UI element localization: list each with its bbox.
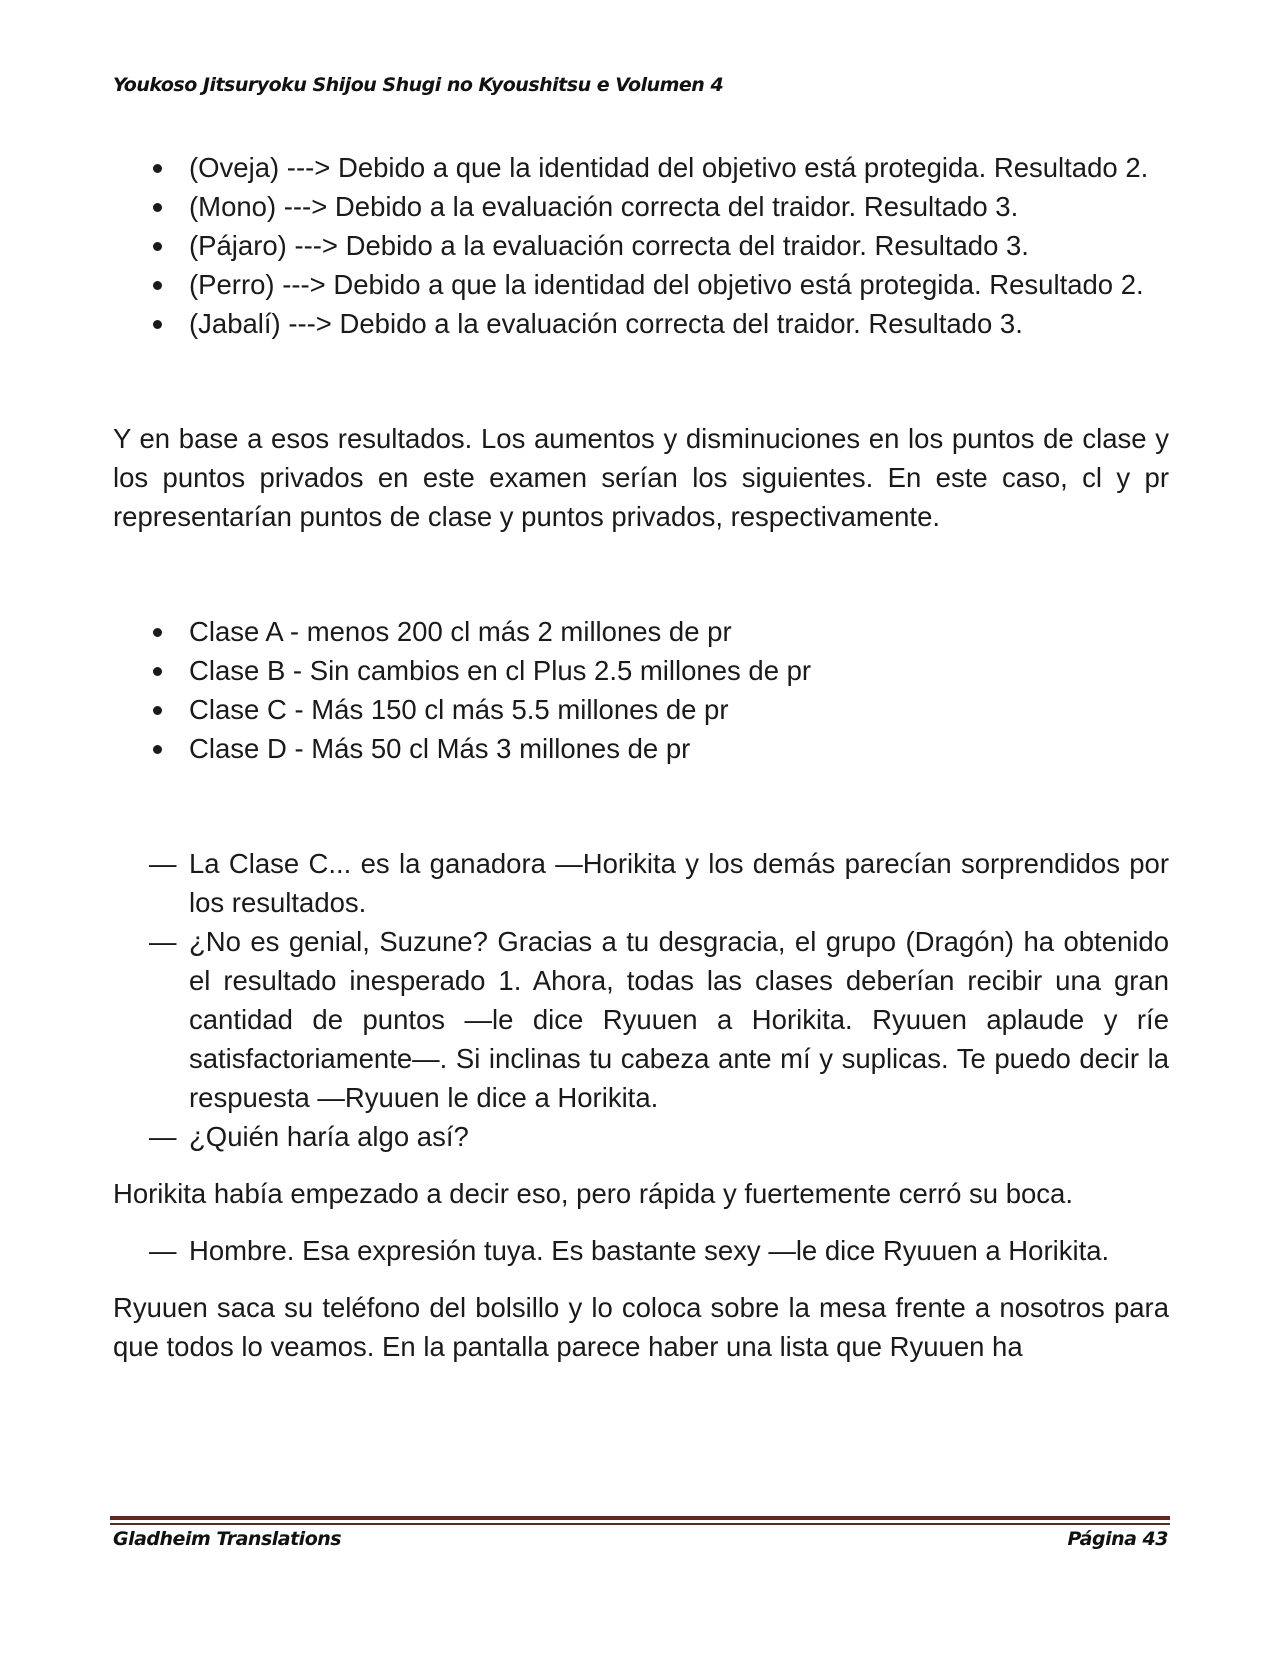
dialog-dash: — <box>149 1121 177 1152</box>
dialog-line <box>113 1231 1169 1270</box>
page-content <box>113 148 1169 1366</box>
paragraph-horikita: Horikita había empezado a decir eso, pero rápida y fuertemente cerró su boca. <box>113 1178 1073 1209</box>
list-item: Clase A - menos 200 cl más 2 millones de pr <box>113 612 1169 651</box>
paragraph-points: Y en base a esos resultados. Los aumentos y disminuciones en los puntos de clase y los puntos privados en este examen serían los siguientes. En este caso, cl y pr representarían puntos de clase y puntos privados, respectivamente. <box>113 423 1169 532</box>
results-list <box>113 148 1169 343</box>
list-item: Clase D - Más 50 cl Más 3 millones de pr <box>113 729 1169 768</box>
list-item: (Oveja) ---> Debido a que la identidad del objetivo está protegida. Resultado 2. <box>113 148 1169 187</box>
footer-divider <box>110 1516 1170 1520</box>
footer-divider-thin <box>110 1523 1170 1525</box>
dialog-text: Hombre. Esa expresión tuya. Es bastante sexy —le dice Ryuuen a Horikita. <box>189 1235 1110 1266</box>
list-item: (Jabalí) ---> Debido a la evaluación correcta del traidor. Resultado 3. <box>113 304 1169 343</box>
dialog-block <box>113 844 1169 1156</box>
dialog-text: ¿No es genial, Suzune? Gracias a tu desgracia, el grupo (Dragón) ha obtenido el resultado inesperado 1. Ahora, todas las clases deberían recibir una gran cantidad de puntos —le dice Ryuuen a Horikita. Ryuuen aplaude y ríe satisfactoriamente—. Si inclinas tu cabeza ante mí y suplicas. Te puedo decir la respuesta —Ryuuen le dice a Horikita. <box>189 926 1169 1113</box>
list-item: (Mono) ---> Debido a la evaluación correcta del traidor. Resultado 3. <box>113 187 1169 226</box>
dialog-line <box>113 922 1169 1117</box>
running-header-title: Youkoso Jitsuryoku Shijou Shugi no Kyoushitsu e Volumen 4 <box>113 74 724 96</box>
dialog-text: ¿Quién haría algo así? <box>189 1121 469 1152</box>
paragraph-ryuuen: Ryuuen saca su teléfono del bolsillo y lo coloca sobre la mesa frente a nosotros para que todos lo veamos. En la pantalla parece haber una lista que Ryuuen ha <box>113 1292 1169 1362</box>
footer-translator: Gladheim Translations <box>113 1528 342 1550</box>
dialog-line <box>113 844 1169 922</box>
list-item: Clase B - Sin cambios en cl Plus 2.5 millones de pr <box>113 651 1169 690</box>
dialog-line <box>113 1117 1169 1156</box>
class-points-list <box>113 612 1169 768</box>
dialog-dash: — <box>149 926 177 957</box>
dialog-text: La Clase C... es la ganadora —Horikita y los demás parecían sorprendidos por los resultados. <box>189 848 1169 918</box>
list-item: Clase C - Más 150 cl más 5.5 millones de pr <box>113 690 1169 729</box>
dialog-dash: — <box>149 1235 177 1266</box>
list-item: (Pájaro) ---> Debido a la evaluación correcta del traidor. Resultado 3. <box>113 226 1169 265</box>
list-item: (Perro) ---> Debido a que la identidad del objetivo está protegida. Resultado 2. <box>113 265 1169 304</box>
dialog-dash: — <box>149 848 177 879</box>
footer-page-number: Página 43 <box>1067 1528 1168 1550</box>
